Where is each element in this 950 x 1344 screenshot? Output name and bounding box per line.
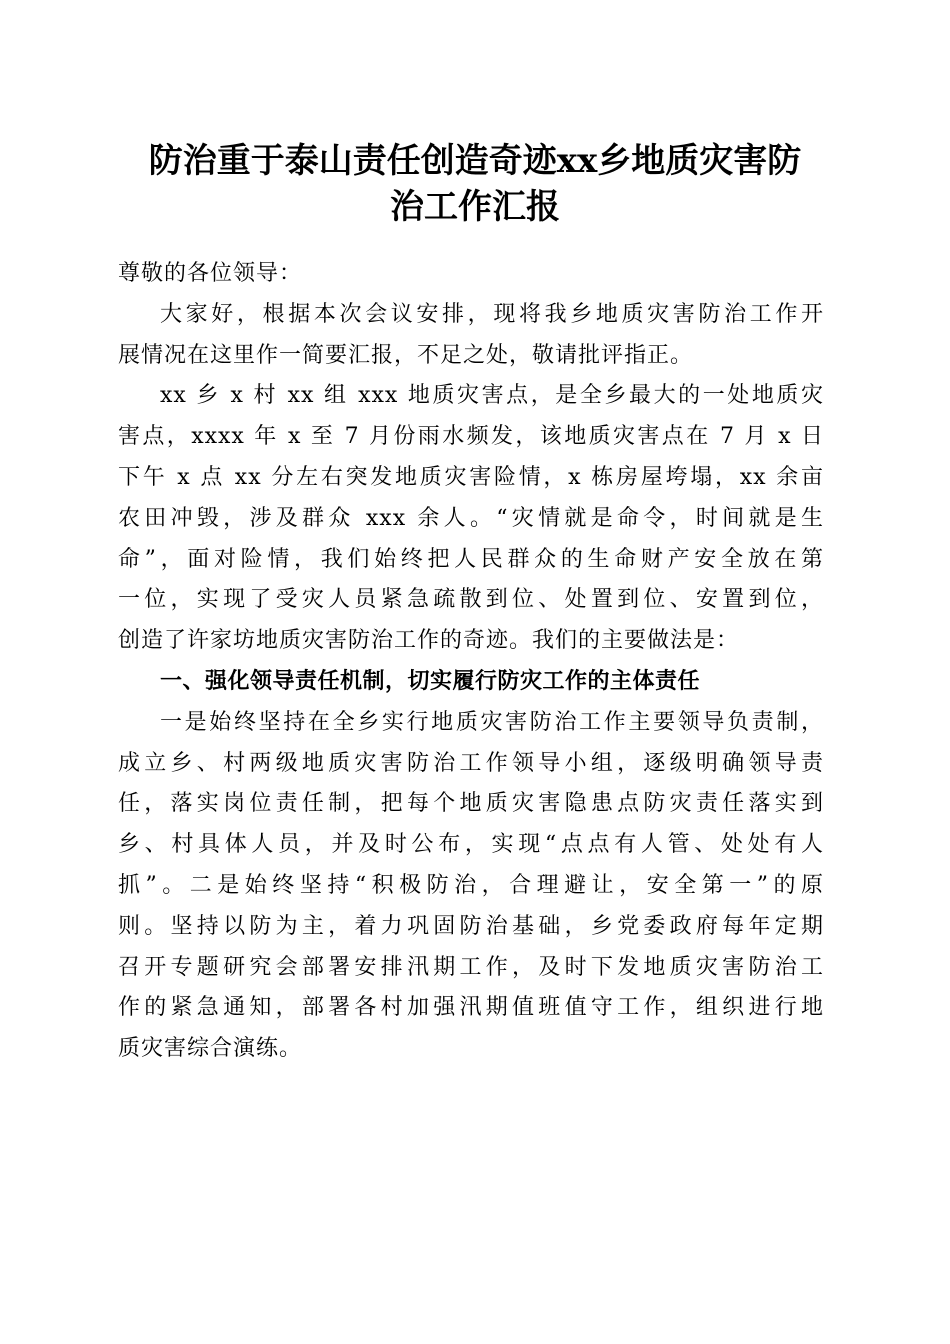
document-title [120,138,830,230]
section-heading-1: 一、强化领导责任机制，切实履行防灾工作的主体责任 [160,668,701,694]
greeting: 尊敬的各位领导： [118,261,303,286]
paragraph-line: 大家好，根据本次会议安排，现将我乡地质灾害防治工作开 [160,301,824,327]
paragraph-line: 创造了许家坊地质灾害防治工作的奇迹。我们的主要做法是： [118,628,740,654]
paragraph-line: 作的紧急通知，部署各村加强汛期值班值守工作，组织进行地 [118,995,824,1021]
paragraph-line: 任，落实岗位责任制，把每个地质灾害隐患点防灾责任落实到 [118,791,824,817]
document-body [118,254,824,1070]
paragraph-section-1 [118,703,824,1070]
paragraph-line: 命”，面对险情，我们始终把人民群众的生命财产安全放在第 [118,546,824,572]
paragraph-line: 害点，xxxx 年 x 至 7 月份雨水频发，该地质灾害点在 7 月 x 日 [118,424,824,450]
title-line-1: 防治重于泰山责任创造奇迹xx乡地质灾害防 [148,141,802,181]
paragraph-line: 农田冲毁，涉及群众 xxx 余人。“灾情就是命令，时间就是生 [118,505,824,531]
paragraph-line: 抓”。二是始终坚持“积极防治，合理避让，安全第一”的原 [118,872,824,898]
paragraph-line: 召开专题研究会部署安排汛期工作，及时下发地质灾害防治工 [118,954,824,980]
paragraph-line: 质灾害综合演练。 [118,1036,303,1062]
paragraph-intro [118,295,824,377]
title-line-2: 治工作汇报 [390,187,560,227]
paragraph-line: 一是始终坚持在全乡实行地质灾害防治工作主要领导负责制， [160,709,824,735]
paragraph-line: xx 乡 x 村 xx 组 xxx 地质灾害点，是全乡最大的一处地质灾 [160,383,824,409]
paragraph-line: 则。坚持以防为主，着力巩固防治基础，乡党委政府每年定期 [118,913,824,939]
paragraph-line: 下午 x 点 xx 分左右突发地质灾害险情，x 栋房屋垮塌，xx 余亩 [118,464,824,490]
paragraph-line: 成立乡、村两级地质灾害防治工作领导小组，逐级明确领导责 [118,750,824,776]
paragraph-line: 一位，实现了受灾人员紧急疏散到位、处置到位、安置到位， [118,587,824,613]
paragraph-incident [118,376,824,662]
paragraph-line: 展情况在这里作一简要汇报，不足之处，敬请批评指正。 [118,342,694,368]
paragraph-line: 乡、村具体人员，并及时公布，实现“点点有人管、处处有人 [118,832,824,858]
